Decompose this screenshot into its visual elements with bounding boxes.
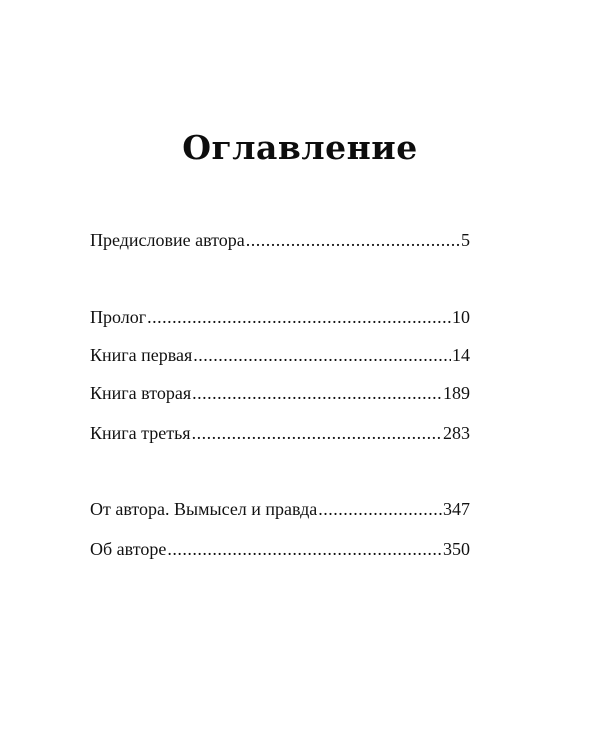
toc-leader-dots (192, 382, 442, 404)
toc-entry-author-note (90, 498, 470, 520)
toc-entry-page: 347 (443, 499, 470, 519)
toc-entry-book-one (90, 344, 470, 366)
toc-entry-page: 350 (443, 539, 470, 559)
toc-leader-dots (318, 498, 442, 520)
toc-entry-page: 14 (452, 345, 470, 365)
toc-entry-label: Предисловие автора (90, 230, 245, 250)
toc-entry-label: Пролог (90, 307, 147, 327)
toc-entry-label: Об авторе (90, 539, 167, 559)
toc-entry-label: Книга вторая (90, 383, 192, 403)
toc-entry-book-two (90, 382, 470, 404)
toc-entry-page: 189 (443, 383, 470, 403)
toc-entry-preface (90, 229, 470, 251)
page-title: Оглавление (182, 128, 418, 167)
toc-entry-book-three (90, 422, 470, 444)
toc-leader-dots (193, 344, 451, 366)
toc-entry-label: От автора. Вымысел и правда (90, 499, 318, 519)
toc-entry-page: 10 (452, 307, 470, 327)
table-of-contents (90, 0, 470, 750)
toc-leader-dots (192, 422, 442, 444)
toc-entry-page: 5 (461, 230, 470, 250)
toc-leader-dots (246, 229, 460, 251)
toc-leader-dots (147, 306, 451, 328)
toc-entry-label: Книга третья (90, 423, 191, 443)
toc-entry-page: 283 (443, 423, 470, 443)
toc-leader-dots (167, 538, 442, 560)
toc-entry-about-author (90, 538, 470, 560)
toc-entry-label: Книга первая (90, 345, 193, 365)
toc-entry-prologue (90, 306, 470, 328)
